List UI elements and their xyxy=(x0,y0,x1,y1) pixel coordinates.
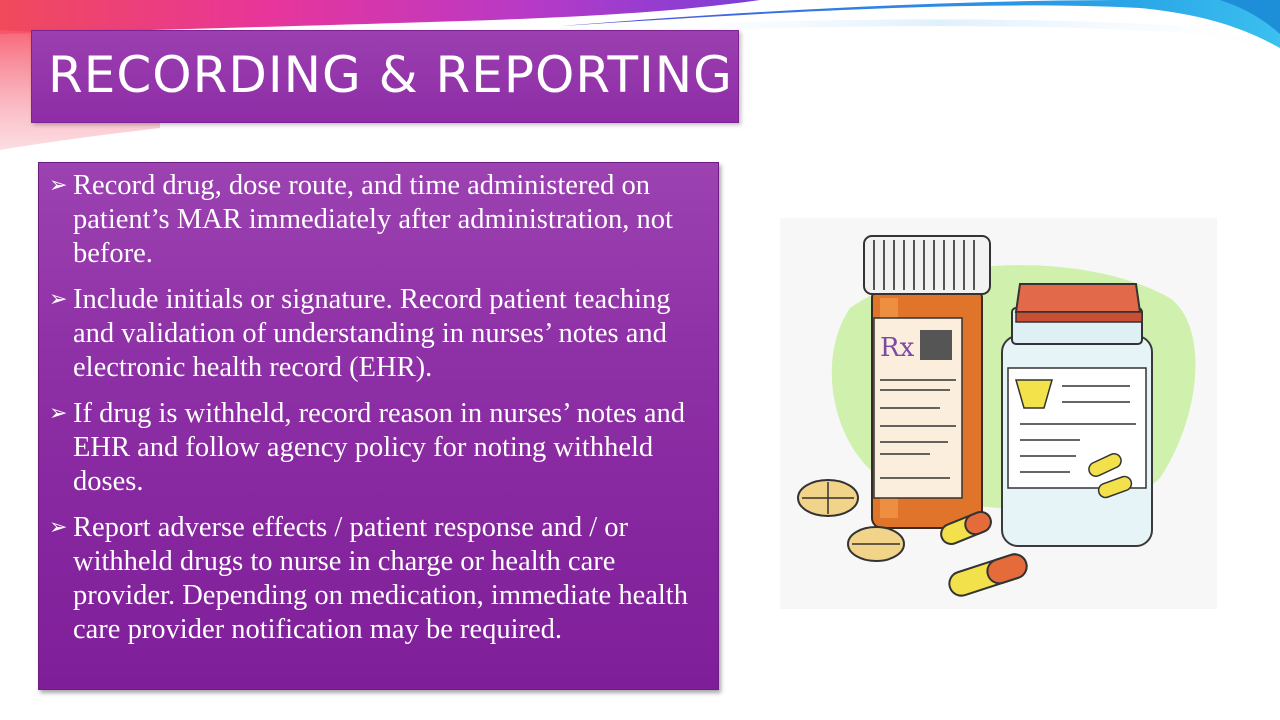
arrow-bullet-icon: ➢ xyxy=(49,515,68,540)
bullet-text: Report adverse effects / patient response and / or withheld drugs to nurse in charge or health care provider. Depending on medication, immediate health care provider notification may be required. xyxy=(73,512,688,645)
bullet-list xyxy=(39,163,718,647)
rx-label: Rx xyxy=(880,333,915,363)
bullet-item xyxy=(49,283,708,385)
bullet-item xyxy=(49,169,708,271)
medication-bottles-icon xyxy=(780,218,1217,609)
slide-title: RECORDING & REPORTING xyxy=(48,46,733,104)
arrow-bullet-icon: ➢ xyxy=(49,287,68,312)
bullet-item xyxy=(49,511,708,647)
title-box xyxy=(31,30,739,123)
bullet-text: If drug is withheld, record reason in nurses’ notes and EHR and follow agency policy for noting withheld doses. xyxy=(73,398,686,497)
bullet-item xyxy=(49,397,708,499)
bullet-text: Include initials or signature. Record patient teaching and validation of understanding in nurses’ notes and electronic health record (EHR). xyxy=(73,284,671,383)
arrow-bullet-icon: ➢ xyxy=(49,173,68,198)
orange-pill-bottle xyxy=(864,236,990,528)
arrow-bullet-icon: ➢ xyxy=(49,401,68,426)
content-box xyxy=(38,162,719,690)
medication-illustration xyxy=(780,218,1217,609)
bullet-text: Record drug, dose route, and time administered on patient’s MAR immediately after administration, not before. xyxy=(73,170,673,269)
clear-pill-bottle xyxy=(1002,284,1152,546)
